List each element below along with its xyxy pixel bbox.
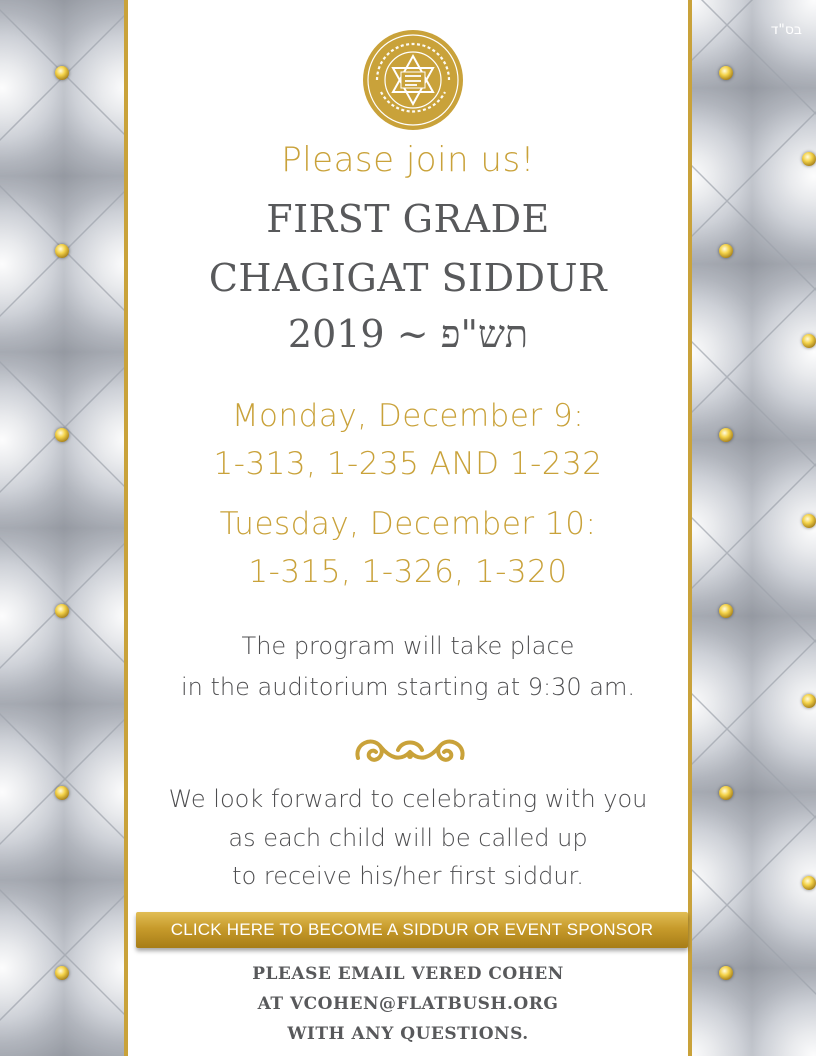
button-stud (55, 786, 69, 800)
day1-date: Monday, December 9: (231, 398, 585, 434)
button-stud (55, 604, 69, 618)
button-stud (55, 244, 69, 258)
ornament-icon (350, 728, 470, 772)
button-stud (719, 244, 733, 258)
contact-line-3: WITH ANY QUESTIONS. (287, 1024, 529, 1044)
button-stud (802, 334, 816, 348)
button-stud (55, 428, 69, 442)
corner-mark: בס"ד (770, 22, 802, 38)
program-line-1: The program will take place (241, 632, 575, 660)
button-stud (802, 694, 816, 708)
day2-date: Tuesday, December 10: (219, 506, 597, 542)
message-line-2: as each child will be called up (228, 824, 588, 852)
button-stud (802, 514, 816, 528)
day1-classes: 1-313, 1-235 AND 1-232 (213, 446, 603, 482)
title-line-2: CHAGIGAT SIDDUR (208, 256, 608, 300)
button-stud (719, 604, 733, 618)
program-line-2: in the auditorium starting at 9:30 am. (181, 673, 635, 701)
right-tufted-panel (692, 0, 816, 1056)
title-line-1: FIRST GRADE (266, 197, 550, 241)
button-stud (719, 786, 733, 800)
title-line-3: 2019 ~ תש"פ (287, 312, 529, 356)
button-stud (719, 66, 733, 80)
button-stud (719, 428, 733, 442)
left-panel-seams (0, 0, 124, 1056)
button-stud (802, 876, 816, 890)
message-line-3: to receive his/her first siddur. (232, 862, 584, 890)
left-tufted-panel (0, 0, 124, 1056)
button-stud (55, 66, 69, 80)
become-sponsor-button[interactable]: CLICK HERE TO BECOME A SIDDUR OR EVENT SPONSOR (136, 912, 688, 948)
message-line-1: We look forward to celebrating with you (168, 785, 648, 813)
contact-line-2[interactable]: AT VCOHEN@FLATBUSH.ORG (257, 994, 559, 1014)
day2-classes: 1-315, 1-326, 1-320 (248, 554, 568, 590)
yeshivah-seal-logo (361, 28, 465, 132)
invitation-card (124, 0, 692, 1056)
right-panel-seams (692, 0, 816, 1056)
greeting: Please join us! (281, 140, 535, 180)
button-stud (55, 966, 69, 980)
contact-line-1: PLEASE EMAIL VERED COHEN (252, 964, 564, 984)
button-stud (719, 966, 733, 980)
button-stud (802, 152, 816, 166)
